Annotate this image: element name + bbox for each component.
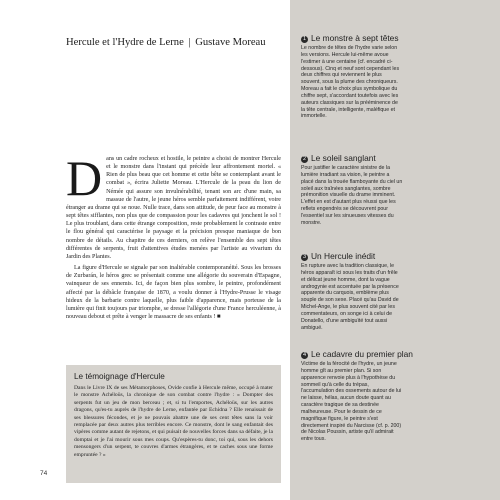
section-number-badge: 2	[302, 156, 307, 162]
sidebar-section-2	[301, 154, 403, 227]
sidebar-box-testimony	[66, 365, 281, 483]
section-heading: Le soleil sanglant	[311, 153, 376, 163]
page-number: 74	[40, 470, 48, 477]
section-number-badge: 3	[302, 254, 307, 260]
page-title	[66, 36, 282, 49]
section-title	[301, 349, 413, 359]
article-body	[66, 150, 281, 324]
section-text: Pour justifier le caractère sinistre de la lumière irradiant sa vision, le peintre a placé dans la trouée flamboyante du ciel un soleil aux traînées sanglantes, sombre prémonition visuelle du drame imminent. L'effet en est d'autant plus réussi que les reflets engendrés se découvrent pour l'essentiel sur les sinueuses vitesses du monstre.	[301, 165, 403, 226]
section-heading: Le cadavre du premier plan	[311, 349, 413, 359]
section-title	[301, 154, 403, 163]
section-text: En rupture avec la tradition classique, le héros apparaît ici sous les traits d'un frêle et délicat jeune homme, dont la vague androgynie est accentuée par la présence apparente du carquois, emblème plus souple de son sexe. Placé qu'au David de Michel-Ange, le plus souvent cité par les commentateurs, on songe ici à celui de Donatello, d'une ambiguïté tout aussi ambiguë.	[301, 263, 399, 331]
section-title	[301, 252, 403, 261]
title-text: Hercule et l'Hydre de Lerne	[66, 37, 184, 48]
sidebar-section-3	[301, 252, 403, 331]
author-name: Gustave Moreau	[195, 37, 266, 48]
section-number-badge: 1	[302, 36, 307, 42]
section-heading: Le monstre à sept têtes	[311, 33, 399, 43]
box-title: Le témoignage d'Hercule	[74, 372, 165, 381]
section-heading: Un Hercule inédit	[311, 251, 376, 261]
section-title	[301, 34, 403, 43]
section-number-badge: 4	[302, 352, 307, 358]
paragraph-1	[66, 150, 281, 261]
section-text: Victime de la férocité de l'hydre, un jeune homme gît au premier plan. Si son apparence renvoie plus à l'hypothèse du sommeil qu'à celle du trépas, l'accumulation des ossements autour de lui ne laisse, hélas, aucun doute quant au caractère tragique de sa destinée malheureuse. Pour le dessin de ce magnifique figure, le peintre s'est directement inspiré du Narcisse (cf. p. 200) de Nicolas Poussin, artiste qu'il admirait entre tous.	[301, 361, 402, 443]
sidebar-section-4	[301, 349, 413, 443]
box-text: Dans le Livre IX de ses Métamorphoses, Ovide confie à Hercule même, occupé à mater le monstre Achéloüs, la chronique de son combat contre l'hydre : « Dompter des serpents fut un jeu de mon berceau ; et, si tu l'emportes, Achéloüs, sur les autres dragons, qu'es-tu auprès de l'hydre de Lerne, enfantée par Echidna ? Elle renaissait de ses blessures fécondes, et je ne pouvais abattre une de ses cent têtes sans la voir remplacée par deux autres plus terribles encore. Ce monstre, dont le sang enfantait des vipères comme autant de rejetons, et qui puisait de nouvelles forces dans sa défaite, je la domptai et je l'ai mourir sous mes coups. Qu'espères-tu donc, toi qui, sous les dehors mensongers d'un serpent, te couvres d'armes étrangères, et te caches sous une forme empruntée ? »	[74, 385, 273, 458]
sidebar-section-1	[301, 34, 403, 120]
drop-cap: D	[66, 150, 103, 206]
section-text: Le nombre de têtes de l'hydre varie selon les versions. Hercule lui-même avoue l'estimer à une centaine (cf. encadré ci-dessous). Cinq et neuf sont cependant les deux chiffres qui reviennent le plus souvent, sous la plume des chroniqueurs. Moreau a fait le choix plus symbolique du chiffre sept, s'accordant toutefois avec les auteurs classiques sur la prééminence de la tête centrale, intelligente, maléfique et immortelle.	[301, 45, 400, 120]
title-separator: |	[188, 37, 191, 48]
paragraph-2: La figure d'Hercule se signale par son inaltérable contemporanéité. Sous les brosses de Zurbarán, le héros grec se présentait comme une allégorie du souverain d'Espagne, vainqueur de ses ennemis. Ici, de façon bien plus sombre, le peintre, profondément affecté par la débâcle française de 1870, a voulu donner à l'Hydre-Prusse le visage hideux de la barbarie contre laquelle, plus faible d'apparence, mais porteuse de la lumière qui finit toujours par triomphe, se dresse l'allégorie d'une France herculéenne, à nouveau debout et prête à venger le massacre de ses enfants ! ■	[66, 265, 281, 320]
paragraph-1-text: ans un cadre rocheux et hostile, le peintre a choisi de montrer Hercule et le monstre dans l'instant qui précède leur affrontement mortel. « Rien de plus beau que cet homme et cette bête se contemplant avant le combat », écrira Juliette Moreau. L'Hercule de la peau du lion de Némée qui assure son invulnérabilité, tenant son arc d'une main, sa massue de l'autre, le jeune héros semble parfaitement indifférent, voire étranger au drame qui se noue. Nulle trace, dans son attitude, de peur face au monstre à sept têtes sifflantes, non plus que de compassion pour les cadavres qui jonchent le sol ! Le plus troublant, dans cette étrange composition, reste probablement le contraste entre le flou général qui caractérise le paysage et la précision presque maniaque de bon nombre de détails. Au chapitre de ces derniers, on relève l'ensemble des sept têtes différentes de serpents, fruit d'attentives études menées par l'artiste au vivarium du Jardin des Plantes.	[66, 156, 281, 260]
